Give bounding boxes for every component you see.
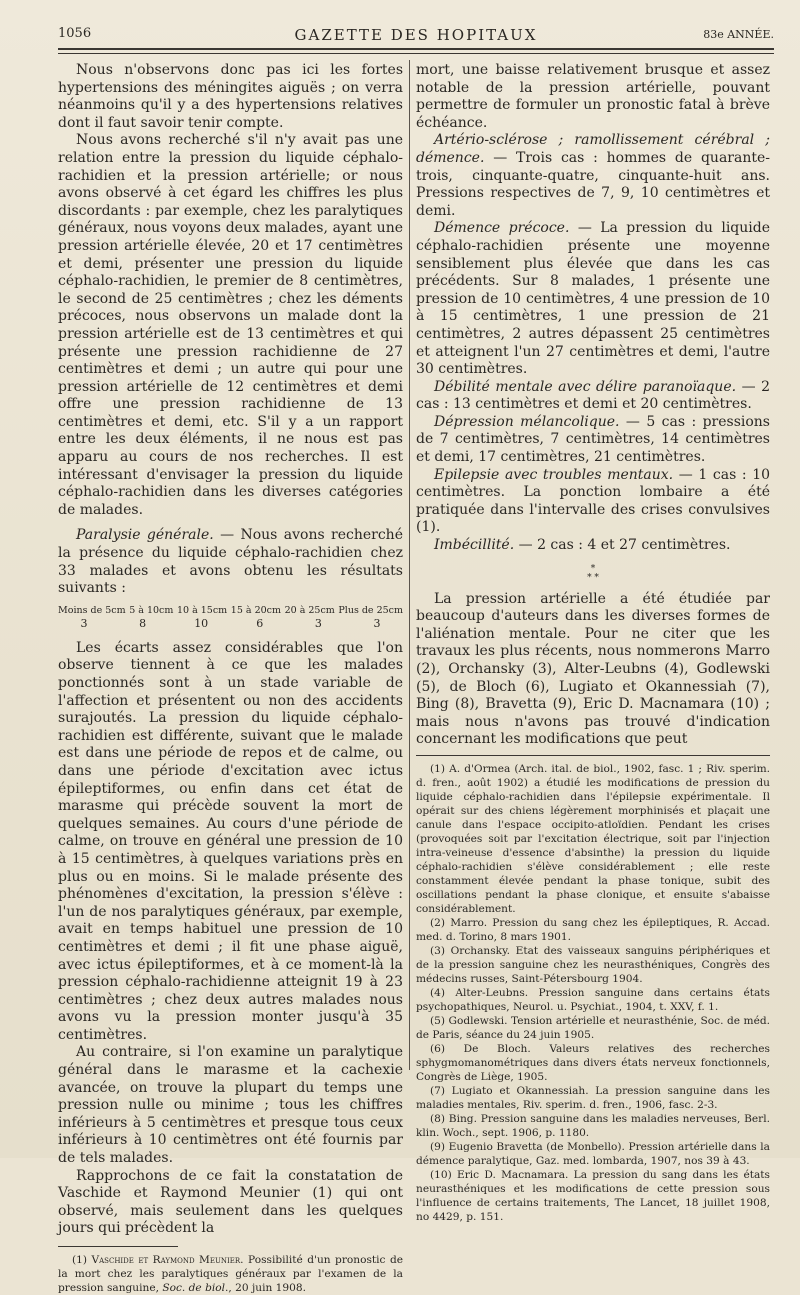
footnote-3: (3) Orchansky. Etat des vaisseaux sanguins périphériques et de la pression sanguine chez les neurasthéniques, Congrès des médecins russes, Saint-Pétersbourg 1904. [416, 944, 770, 985]
paragraph: mort, une baisse relativement brusque et assez notable de la pression artérielle, pouvant permettre de formuler un pronostic fatal à brève échéance. [416, 62, 770, 131]
footnote-date: , 20 juin 1908. [228, 1282, 306, 1294]
section-heading: Démence précoce. [434, 220, 570, 237]
table-value-row [58, 617, 403, 630]
paragraph-debilite [416, 379, 770, 414]
table-cell: 3 [373, 616, 381, 630]
footnote-8: (8) Bing. Pression sanguine dans les maladies nerveuses, Berl. klin. Woch., sept. 1906, p. 1180. [416, 1112, 770, 1139]
paragraph-imbecillite [416, 537, 770, 555]
paragraph-demence-precoce [416, 220, 770, 378]
paragraph: Nous avons recherché s'il n'y avait pas une relation entre la pression du liquide céphalo-rachidien et la pression artérielle; or nous avons observé à cet égard les chiffres les plus discordants : par exemple, chez les paralytiques généraux, nous voyons deux malades, ayant une pression artérielle élevée, 20 et 17 centimètres et demi, présenter une pression du liquide céphalo-rachidien, le premier de 8 centimètres, le second de 25 centimètres ; chez les déments précoces, nous observons un malade dont la pression artérielle est de 13 centimètres et qui présente une pression rachidienne de 27 centimètres et demi ; un autre qui pour une pression artérielle de 12 centimètres et demi offre une pression rachidienne de 13 centimètres et demi, etc. S'il y a un rapport entre les deux éléments, il ne nous est pas apparu au cours de nos recherches. Il est intéressant d'envisager la pression du liquide céphalo-rachidien dans les diverses catégories de malades. [58, 132, 403, 518]
footnote-source: Soc. de biol. [162, 1282, 229, 1294]
paragraph: Rapprochons de ce fait la constatation de Vaschide et Raymond Meunier (1) qui ont observé, mais seulement dans les quelques jours qui précèdent la [58, 1167, 403, 1237]
paragraph: Les écarts assez considérables que l'on observe tiennent à ce que les malades ponctionnés sont à un stade variable de l'affection et présentent ou non des accidents surajoutés. La pression du liquide céphalo-rachidien est différente, suivant que le malade est dans une période de repos et de calme, ou dans une période d'excitation avec ictus épileptiformes, ou enfin dans cet état de marasme qui précède souvent la mort de quelques semaines. Au cours d'une période de calme, on trouve en général une pression de 10 à 15 centimètres, à quelques variations près en plus ou en moins. Si le malade présente des phénomènes d'excitation, la pression s'élève : l'un de nos paralytiques généraux, par exemple, avait en temps habituel une pression de 10 centimètres et demi ; il fit une phase aiguë, avec ictus épileptiformes, et à ce moment-là la pression céphalo-rachidienne atteignit 19 à 23 centimètres ; chez deux autres malades nous avons vu la pression monter jusqu'à 35 centimètres. [58, 639, 403, 1043]
table-header-cell: Plus de 25cm [338, 604, 403, 616]
footnote-10: (10) Eric D. Macnamara. La pression du sang dans les états neurasthéniques et les modifications de cette pression sous l'influence de certains traitements, The Lancet, 18 juillet 1908, no 4429, p. 151. [416, 1168, 770, 1223]
paragraph-paralysie [58, 527, 403, 597]
footnote-7: (7) Lugiato et Okannessiah. La pression sanguine dans les maladies mentales, Riv. sperim. d. fren., 1906, fasc. 2-3. [416, 1084, 770, 1111]
paragraph: Nous n'observons donc pas ici les fortes hypertensions des méningites aiguës ; on verra néanmoins qu'il y a des hypertensions relatives dont il faut savoir tenir compte. [58, 62, 403, 131]
page-header [58, 24, 774, 46]
header-rule [58, 48, 774, 50]
section-heading: Débilité mentale avec délire paranoïaque. [434, 378, 737, 395]
paragraph-text: — 5 cas : pressions de 7 centimètres, 7 centimètres, 14 centimètres et demi, 17 centimètres, 21 centimètres. [416, 413, 770, 466]
table-header-cell: 20 à 25cm [284, 604, 335, 616]
footnote-author: (1) Vaschide et Raymond Meunier. [72, 1254, 244, 1266]
table-cell: 3 [80, 616, 88, 630]
paragraph-depression [416, 414, 770, 467]
footnote-2: (2) Marro. Pression du sang chez les épileptiques, R. Accad. med. d. Torino, 8 mars 1901. [416, 916, 770, 943]
paragraph-text: — Trois cas : hommes de quarante-trois, cinquante-quatre, cinquante-huit ans. Pressions respectives de 7, 9, 10 centimètres et demi. [416, 149, 770, 219]
paragraph: La pression artérielle a été étudiée par beaucoup d'auteurs dans les diverses formes de l'aliénation mentale. Pour ne citer que les travaux les plus récents, nous nommerons Marro (2), Orchansky (3), Alter-Leubns (4), Godlewski (5), de Bloch (6), Lugiato et Okannessiah (7), Bing (8), Bravetta (9), Eric D. Macnamara (10) ; mais nous n'avons pas trouvé d'indication concernant les modifications que peut [416, 590, 770, 748]
volume-year: 83e ANNÉE. [703, 28, 774, 41]
paragraph: Au contraire, si l'on examine un paralytique général dans le marasme et la cachexie avancée, on trouve la plupart du temps une pression nulle ou minime ; tous les chiffres inférieurs à 5 centimètres et presque tous ceux inférieurs à 10 centimètres ont été fournis par de tels malades. [58, 1044, 403, 1167]
asterism-separator: * * * [587, 563, 599, 583]
paragraph-text: — 1 cas : 10 centimètres. La ponction lombaire a été pratiquée dans l'intervalle des crises convulsives (1). [416, 466, 771, 536]
footnote-1: (1) A. d'Ormea (Arch. ital. de biol., 1902, fasc. 1 ; Riv. sperim. d. fren., août 1902) a étudié les modifications de pression du liquide céphalo-rachidien dans l'épilepsie expérimentale. Il opérait sur des chiens légèrement morphinisés et plaçait une canule dans l'espace occipito-atloïdien. Pendant les crises (provoquées soit par l'excitation électrique, soit par l'injection intra-veineuse d'essence d'absinthe) la pression du liquide céphalo-rachidien s'élève considérablement ; elle reste constamment élevée pendant la phase tonique, subit des oscillations pendant la phase clonique, et ensuite s'abaisse considérablement. [416, 762, 770, 915]
footnote-text: Possibilité d'un pronostic de la mort chez les paralytiques généraux par l'examen de la pression sanguine, [58, 1254, 403, 1294]
table-header-row [58, 604, 403, 617]
paragraph-epilepsie [416, 467, 770, 537]
header-rule-secondary [58, 53, 774, 54]
table-header-cell: 15 à 20cm [230, 604, 281, 616]
paragraph-text: — Nous avons recherché la présence du liquide céphalo-rachidien chez 33 malades et avons obtenu les résultats suivants : [58, 527, 403, 597]
footnote-6: (6) De Bloch. Valeurs relatives des recherches sphygmomanométriques dans divers états nerveux fonctionnels, Congrès de Liège, 1905. [416, 1042, 770, 1083]
column-divider [409, 60, 410, 1070]
table-cell: 10 [194, 616, 209, 630]
section-heading: Artério-sclérose ; ramollissement cérébral ; démence. [416, 132, 770, 166]
table-header-cell: 10 à 15cm [176, 604, 228, 616]
footnote-1 [58, 1253, 403, 1295]
journal-title: GAZETTE DES HOPITAUX [294, 26, 538, 44]
paragraph-text: — 2 cas : 13 centimètres et demi et 20 centimètres. [416, 378, 770, 413]
table-cell: 8 [139, 616, 147, 630]
table-cell: 3 [314, 616, 322, 630]
page-number: 1056 [58, 26, 92, 41]
paragraph-text: — 2 cas : 4 et 27 centimètres. [514, 537, 731, 554]
section-heading-paralysie: Paralysie générale. [76, 527, 214, 544]
section-heading: Dépression mélancolique. [434, 413, 620, 430]
paragraph-text: — La pression du liquide céphalo-rachidien présente une moyenne sensiblement plus élevée que dans les cas précédents. Sur 8 malades, 1 présente une pression de 10 centimètres, 4 une pression de 10 à 15 centimètres, 1 une pression de 21 centimètres, 2 autres dépassent 25 centimètres et atteignent l'un 27 centimètres et demi, l'autre 30 centimètres. [416, 220, 771, 378]
footnote-9: (9) Eugenio Bravetta (de Monbello). Pression artérielle dans la démence paralytique, Gaz. med. lombarda, 1907, nos 39 à 43. [416, 1140, 770, 1167]
table-cell: 6 [256, 616, 264, 630]
footnote-rule [58, 1246, 178, 1247]
footnote-rule [416, 755, 770, 756]
paragraph-arteriosclerose [416, 132, 770, 220]
table-header-cell: Moins de 5cm [58, 604, 126, 616]
pressure-distribution-table [58, 604, 403, 630]
left-column [58, 62, 403, 1295]
footnote-4: (4) Alter-Leubns. Pression sanguine dans certains états psychopathiques, Neurol. u. Psychiat., 1904, t. XXV, f. 1. [416, 986, 770, 1013]
table-header-cell: 5 à 10cm [129, 604, 174, 616]
section-heading: Epilepsie avec troubles mentaux. [434, 466, 674, 483]
section-heading: Imbécillité. [434, 537, 515, 554]
footnote-5: (5) Godlewski. Tension artérielle et neurasthénie, Soc. de méd. de Paris, séance du 24 juin 1905. [416, 1014, 770, 1041]
right-column [416, 62, 770, 1224]
